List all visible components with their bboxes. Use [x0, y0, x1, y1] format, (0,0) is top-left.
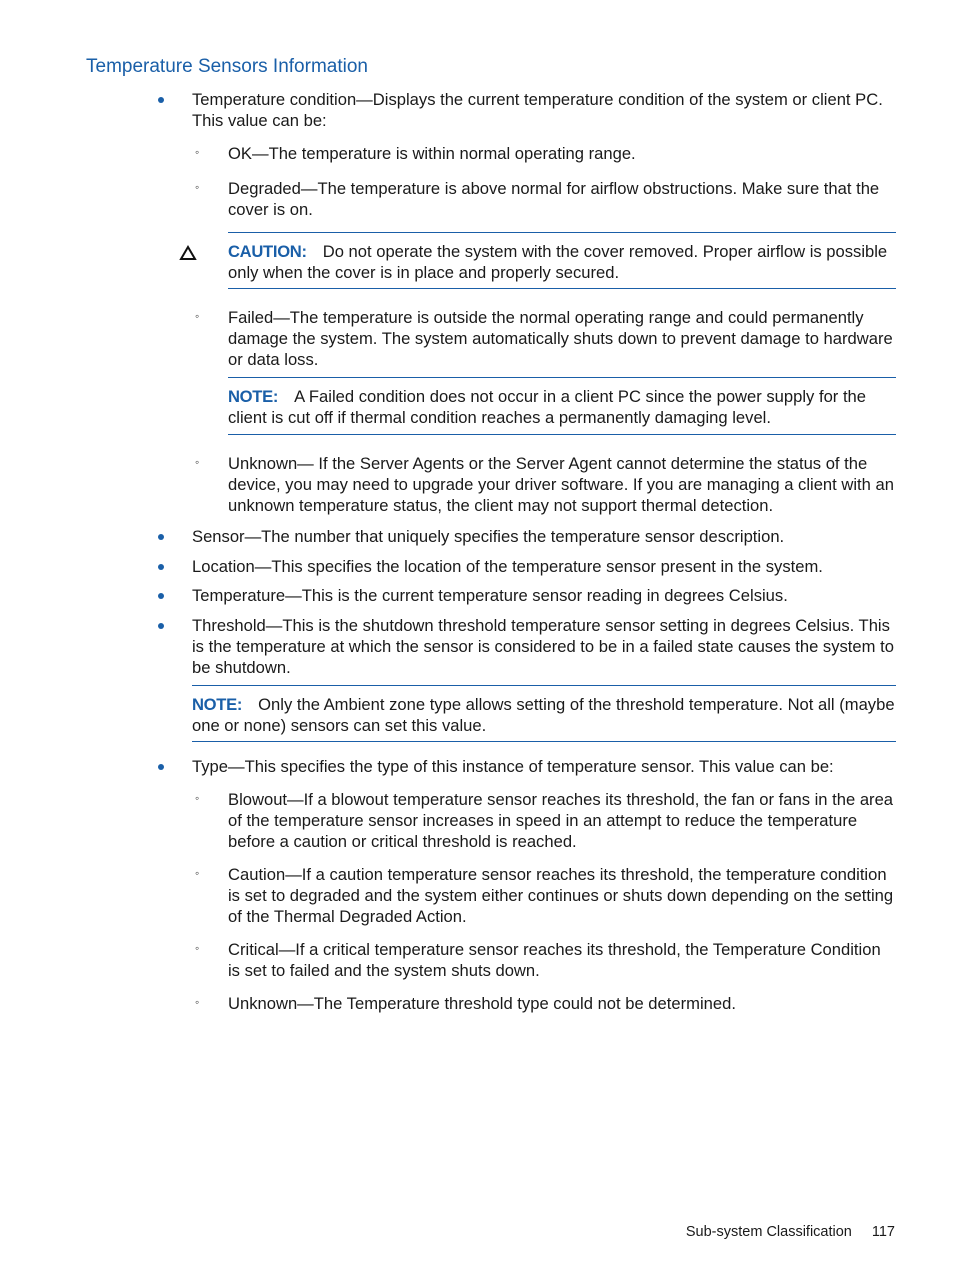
note-text: Only the Ambient zone type allows setting of the threshold temperature. Not all (maybe one or none) sensors can set this value. — [192, 695, 895, 735]
bullet-type — [192, 756, 896, 777]
note-box-failed — [228, 377, 896, 435]
bullet-threshold — [192, 615, 896, 678]
warning-triangle-icon — [179, 244, 197, 262]
bullet-text: Sensor—The number that uniquely specifies the temperature sensor description. — [192, 527, 785, 546]
circle-bullet-icon: ◦ — [195, 791, 200, 805]
subitem-caution — [195, 864, 896, 927]
circle-bullet-icon: ◦ — [195, 941, 200, 955]
page-number: 117 — [871, 1224, 895, 1240]
bullet-temperature — [192, 585, 896, 606]
caution-content — [228, 241, 896, 283]
bullet-text: Type—This specifies the type of this instance of temperature sensor. This value can be: — [192, 757, 834, 776]
caution-label: CAUTION: — [228, 242, 307, 261]
circle-bullet-icon: ◦ — [195, 866, 200, 880]
bullet-marker — [158, 764, 164, 770]
footer-section-title: Sub-system Classification — [685, 1224, 852, 1240]
bullet-sensor — [192, 526, 896, 547]
subitem-text: Failed—The temperature is outside the normal operating range and could permanently damage the system. The system automatically shuts down to prevent damage to hardware or data loss. — [228, 308, 893, 369]
bullet-temperature-condition — [192, 89, 896, 131]
note-label: NOTE: — [228, 387, 279, 406]
bullet-text: Threshold—This is the shutdown threshold temperature sensor setting in degrees Celsius. This is the temperature at which the sensor is considered to be in a failed state causes the system to be shutdown. — [192, 616, 894, 677]
note-content — [192, 694, 896, 736]
circle-bullet-icon: ◦ — [195, 145, 200, 159]
subitem-blowout — [195, 789, 896, 852]
subitem-text: Unknown— If the Server Agents or the Server Agent cannot determine the status of the device, you may need to upgrade your driver software. If you are managing a client with an unknown temperature status, the client may not support thermal detection. — [228, 454, 894, 515]
caution-box — [228, 232, 896, 289]
subitem-critical — [195, 939, 896, 981]
section-heading: Temperature Sensors Information — [86, 56, 368, 77]
subitem-text: Degraded—The temperature is above normal for airflow obstructions. Make sure that the cover is on. — [228, 179, 880, 219]
subitem-text: OK—The temperature is within normal operating range. — [228, 144, 636, 163]
subitem-unknown-type — [195, 993, 896, 1014]
note-text: A Failed condition does not occur in a client PC since the power supply for the client is cut off if thermal condition reaches a permanently damaging level. — [228, 387, 867, 427]
circle-bullet-icon: ◦ — [195, 309, 200, 323]
bullet-text: Temperature condition—Displays the current temperature condition of the system or client PC. This value can be: — [192, 90, 883, 130]
note-box-threshold — [192, 685, 896, 742]
subitem-text: Unknown—The Temperature threshold type could not be determined. — [228, 994, 736, 1013]
note-content — [228, 386, 896, 428]
circle-bullet-icon: ◦ — [195, 180, 200, 194]
bullet-location — [192, 556, 896, 577]
bullet-marker — [158, 593, 164, 599]
bullet-text: Location—This specifies the location of the temperature sensor present in the system. — [192, 557, 823, 576]
note-label: NOTE: — [192, 695, 243, 714]
page-footer — [686, 1222, 895, 1242]
subitem-text: Critical—If a critical temperature sensor reaches its threshold, the Temperature Condition is set to failed and the system shuts down. — [228, 940, 881, 980]
caution-text: Do not operate the system with the cover removed. Proper airflow is possible only when the cover is in place and properly secured. — [228, 242, 888, 282]
circle-bullet-icon: ◦ — [195, 455, 200, 469]
bullet-marker — [158, 623, 164, 629]
subitem-text: Caution—If a caution temperature sensor reaches its threshold, the temperature condition is set to degraded and the system either continues or shuts down depending on the setting of the Thermal Degraded Action. — [228, 865, 894, 926]
subitem-failed — [195, 307, 896, 370]
subitem-text: Blowout—If a blowout temperature sensor reaches its threshold, the fan or fans in the area of the temperature sensor increases in speed in an attempt to reduce the temperature before a caution or critical threshold is reached. — [228, 790, 894, 851]
circle-bullet-icon: ◦ — [195, 995, 200, 1009]
bullet-marker — [158, 564, 164, 570]
subitem-unknown — [195, 453, 896, 516]
bullet-marker — [158, 97, 164, 103]
subitem-ok — [195, 143, 896, 164]
bullet-text: Temperature—This is the current temperature sensor reading in degrees Celsius. — [192, 586, 788, 605]
bullet-marker — [158, 534, 164, 540]
subitem-degraded — [195, 178, 896, 220]
